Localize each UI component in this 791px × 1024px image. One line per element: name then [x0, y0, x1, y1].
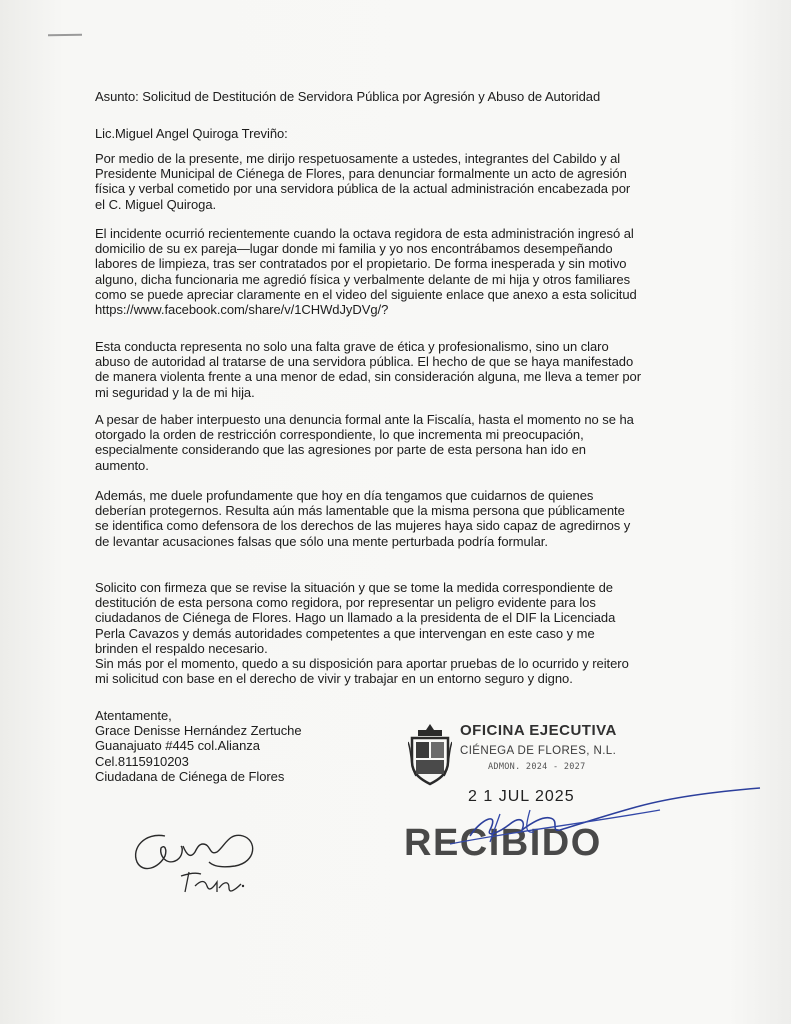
paragraph-line: mi solicitud con base en el derecho de vivir y trabajar en un entorno seguro y digno. [95, 671, 573, 687]
closing-block [95, 708, 355, 784]
stamp-date: 2 1 JUL 2025 [468, 788, 575, 805]
paragraph-line: brinden el respaldo necesario. [95, 640, 268, 656]
paragraph-line: de manera violenta frente a una menor de edad, sin consideración alguna, me lleva a temer por [95, 369, 642, 385]
paragraph-line: se identifica como defensora de los derechos de las mujeres haya sido capaz de agredirnos y [95, 518, 631, 534]
paragraph-line: Por medio de la presente, me dirijo respetuosamente a ustedes, integrantes del Cabildo y al [95, 151, 621, 166]
paragraph-line: Sin más por el momento, quedo a su disposición para aportar pruebas de lo ocurrido y reitero [95, 656, 629, 671]
paragraph-1 [95, 151, 700, 212]
stamp-admin-period: ADMON. 2024 - 2027 [488, 762, 586, 772]
paragraph-line: A pesar de haber interpuesto una denuncia formal ante la Fiscalía, hasta el momento no se ha [95, 412, 634, 427]
paragraph-line: como se puede apreciar claramente en el video del siguiente enlace que anexo a esta solicitud [95, 286, 637, 302]
subject-text: Asunto: Solicitud de Destitución de Servidora Pública por Agresión y Abuso de Autoridad [95, 89, 601, 104]
stamp-received: RECIBIDO [404, 822, 602, 864]
sender-description: Ciudadana de Ciénega de Flores [95, 768, 285, 784]
paragraph-line: alguno, dicha funcionaria me agredió física y verbalmente delante de mi hija y otros familiares [95, 271, 631, 287]
video-link[interactable]: https://www.facebook.com/share/v/1CHWdJyDVg/? [95, 302, 389, 318]
corner-pen-mark [48, 34, 82, 37]
paragraph-line: El incidente ocurrió recientemente cuando la octava regidora de esta administración ingresó al [95, 226, 634, 241]
paragraph-line: Además, me duele profundamente que hoy en día tengamos que cuidarnos de quienes [95, 488, 594, 503]
paragraph-line: aumento. [95, 457, 149, 473]
salutation-text: Lic.Miguel Angel Quiroga Treviño: [95, 126, 288, 141]
paragraph-line: deberían protegernos. Resulta aún más lamentable que la misma persona que públicamente [95, 503, 625, 519]
paragraph-line: de levantar acusaciones falsas que sólo una mente perturbada podría formular. [95, 533, 548, 549]
paragraph-line: abuso de autoridad al tratarse de una servidora pública. El hecho de que se haya manifestado [95, 354, 634, 370]
paragraph-line: domicilio de su ex pareja—lugar donde mi familia y yo nos encontrábamos desempeñando [95, 241, 613, 257]
stamp-office: OFICINA EJECUTIVA [460, 722, 617, 739]
sender-name: Grace Denisse Hernández Zertuche [95, 723, 302, 739]
handwritten-signature [125, 822, 265, 902]
paragraph-line: física y verbal cometido por una servidora pública de la actual administración encabezada por [95, 181, 631, 197]
closing-line: Atentamente, [95, 708, 172, 723]
paragraph-line: ciudadanos de Ciénega de Flores. Hago un llamado a la presidenta de el DIF la Licenciada [95, 610, 616, 626]
paragraph-line: Perla Cavazos y demás autoridades competentes a que intervengan en este caso y me [95, 625, 595, 641]
paragraph-line: especialmente considerando que las agresiones por parte de esta persona han ido en [95, 442, 586, 458]
sender-address: Guanajuato #445 col.Alianza [95, 738, 260, 754]
paragraph-line: otorgado la orden de restricción correspondiente, lo que incrementa mi preocupación, [95, 427, 584, 443]
salutation [95, 126, 700, 141]
subject-line [95, 89, 700, 104]
paragraph-5 [95, 488, 700, 549]
paragraph-line: el C. Miguel Quiroga. [95, 196, 217, 212]
municipal-shield-icon [408, 722, 452, 786]
paragraph-line: Solicito con firmeza que se revise la situación y que se tome la medida correspondiente de [95, 580, 613, 595]
paragraph-line: labores de limpieza, tras ser contratados por el propietario. De forma inesperada y sin motivo [95, 256, 627, 272]
sender-phone: Cel.8115910203 [95, 753, 189, 769]
paragraph-line: mi seguridad y la de mi hija. [95, 384, 255, 400]
paragraph-3 [95, 339, 700, 400]
official-signature [430, 780, 770, 860]
paragraph-6 [95, 580, 700, 656]
paragraph-7 [95, 656, 700, 686]
paragraph-line: destitución de esta persona como regidora, por representar un peligro evidente para los [95, 595, 596, 611]
stamp-city: CIÉNEGA DE FLORES, N.L. [460, 745, 617, 757]
paragraph-line: Esta conducta representa no solo una falta grave de ética y profesionalismo, sino un claro [95, 339, 609, 354]
paragraph-4 [95, 412, 700, 473]
paragraph-2 [95, 226, 700, 317]
paragraph-line: Presidente Municipal de Ciénega de Flores, para denunciar formalmente un acto de agresión [95, 166, 627, 182]
